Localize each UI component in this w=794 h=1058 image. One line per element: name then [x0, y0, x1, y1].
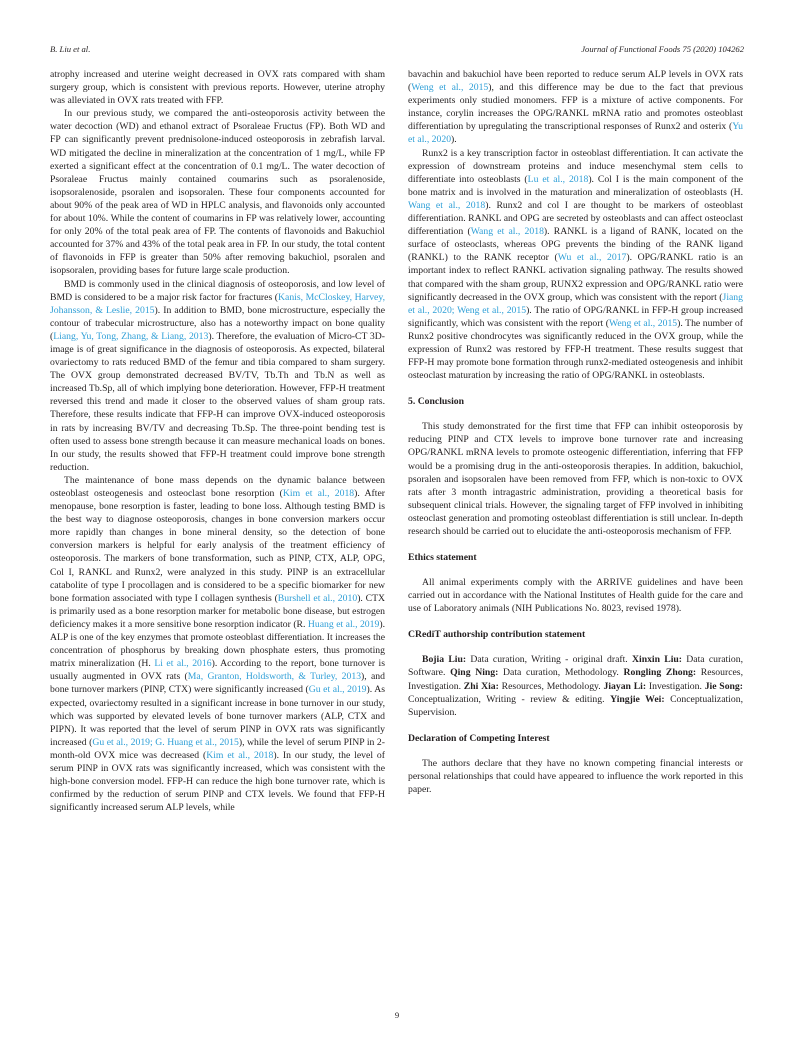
- text-run: ). ALP is one of the key enzymes that promote osteoblast differentiation. It increases the concentration of phosphorus by breaking down phosphate esters, thus promoting matrix mineralization (H.: [50, 618, 385, 670]
- paragraph: [408, 68, 743, 147]
- citation-link[interactable]: Huang et al., 2019: [307, 618, 380, 630]
- author-name: Yingjie Wei:: [610, 693, 665, 705]
- text-run: BMD is commonly used in the clinical diagnosis of osteoporosis, and low level of BMD is considered to be a major risk factor for fractures (: [50, 278, 385, 303]
- author-role: Conceptualization, Supervision.: [408, 693, 743, 718]
- citation-link[interactable]: Li et al., 2016: [154, 658, 212, 670]
- text-run: ). After menopause, bone resorption is faster, leading to bone loss. Although testing BMD is the best way to diagnose osteoporosis, changes in bone conversion markers occur more rapidly than changes in bone mineral density, so the detection of bone conversion markers is helpful for early analysis of the treatment efficiency of osteoporosis. The markers of bone transformation, such as PINP, CTX, ALP, OPG, Col I, RANKL and Runx2, were analyzed in this study. PINP is an extracellular catabolite of type I procollagen and is considered to be a specific biomarker for new bone formation associated with type I collagen synthesis (: [50, 488, 385, 604]
- citation-link[interactable]: Kim et al., 2018: [282, 488, 355, 499]
- text-run: ). Therefore, the evaluation of Micro-CT 3D-image is of great significance in the diagnosis of osteoporosis. As expected, bilateral ovariectomy to rats reduced BMD of the femur and tibia compared to sham surgery. The OVX group demonstrated decreased BV/TV, Tb.Th and Tb.N as well as increased Tb.Sp, all of which implying bone deterioration. However, FFP-H treatment reversed this trend and made it closer to the observed values of sham group rats. Therefore, these results indicate that FFP-H can improve OVX-induced osteoporosis in rats by increasing BV/TV and decreasing Tb.Sp. The three-point bending test is often used to assess bone strength because it can measure mechanical loads on bones. In our study, the results showed that FFP-H treatment could improve bone strength reduction.: [50, 330, 385, 473]
- citation-link[interactable]: Kanis, McCloskey, Harvey, Johansson, & Leslie, 2015: [50, 291, 385, 316]
- author-name: Rongling Zhong:: [623, 667, 697, 679]
- citation-link[interactable]: Jiang et al., 2020; Weng et al., 2015: [408, 291, 743, 316]
- paragraph: In our previous study, we compared the anti-osteoporosis activity between the water decoction (WD) and ethanol extract of Psoraleae Fructus (FP). Both WD and FP can significantly prevent prednisolone-induced osteoporosis in zebrafish larval. WD mitigated the decline in mineralization at the concentration of 1 mg/L, while FP exerted a significant effect at the concentration of 0.1 mg/L. The water decoction of Psoraleae Fructus mainly contained coumarins such as psoralenoside, isopsoralenoside, psoralen and isopsoralen. These four components accounted for about 90% of the peak area of WD in HPLC analysis, and flavonoids only accounted for about 10%. While the content of coumarins in FP was relatively lower, accounting for only 20% of the total peak area of FP. The contents of flavonoids and Bakuchiol accounted for 37% and 43% of the total peak area in FP. In our study, the total content of flavonoids in FFP is greater than 50% after removing bakuchiol, psoralen and isopsoralen, providing bases for future large scale production.: [50, 108, 385, 277]
- section-heading-competing-interest: Declaration of Competing Interest: [408, 732, 550, 744]
- text-run: ). According to the report, bone turnover is usually augmented in OVX rats (: [50, 658, 385, 683]
- left-column: [50, 68, 385, 814]
- text-run: ). Runx2 and col I are thought to be markers of osteoblast differentiation. RANKL and OPG are secreted by osteoblasts and can affect osteoclast differentiation (: [408, 199, 744, 238]
- paragraph: atrophy increased and uterine weight decreased in OVX rats compared with sham surgery group, which is consistent with previous reports. However, uterine atrophy was alleviated in OVX rats treated with FFP.: [50, 69, 385, 107]
- citation-link[interactable]: Yu et al., 2020: [408, 121, 743, 146]
- section-heading-credit: CRediT authorship contribution statement: [408, 629, 586, 641]
- header-journal: Journal of Functional Foods 75 (2020) 104262: [581, 44, 744, 54]
- paragraph: The authors declare that they have no known competing financial interests or personal relationships that could have appeared to influence the work reported in this paper.: [408, 757, 743, 796]
- author-role: Resources, Methodology.: [498, 680, 604, 692]
- paragraph: [50, 278, 385, 474]
- right-column: [408, 68, 743, 796]
- text-run: ).: [451, 134, 457, 146]
- citation-link[interactable]: Wang et al., 2018: [408, 199, 486, 211]
- author-role: Data curation, Software.: [408, 654, 743, 679]
- paragraph: [50, 474, 385, 814]
- citation-link[interactable]: Wang et al., 2018: [470, 226, 544, 238]
- text-run: bavachin and bakuchiol have been reported to reduce serum ALP levels in OVX rats (: [408, 69, 743, 94]
- section-heading-conclusion: 5. Conclusion: [408, 396, 464, 408]
- citation-link[interactable]: Lu et al., 2018: [527, 173, 589, 185]
- paragraph: This study demonstrated for the first time that FFP can inhibit osteoporosis by reducing PINP and CTX levels to improve bone turnover rate and increasing OPG/RANKL mRNA levels to promote osteogenic differentiation, inferring that FFP would be a promising drug in the anti-osteoporosis therapies. In addition, bakuchiol, psoralen and isopsoralen have been removed from FFP, which is non-toxic to OVX rats after 3 month intragastric administration, providing a theoretical basis for subsequent clinical trials. However, the signaling target of FFP involved in inhibiting osteoclast generation and promoting osteoblast differentiation is still unclear. In-depth research should be carried out to elucidate the anti-osteoporosis mechanism of FFP.: [408, 421, 743, 537]
- text-run: The maintenance of bone mass depends on the dynamic balance between osteoblast osteogenesis and osteoclast bone resorption (: [50, 474, 385, 499]
- author-role: Data curation, Methodology.: [498, 667, 624, 679]
- paragraph: [408, 147, 743, 383]
- text-run: ), and bone turnover markers (PINP, CTX) were significantly increased (: [50, 671, 385, 696]
- text-run: ). OPG/RANKL ratio is an important index to reflect RANKL activation signaling pathway. The results showed that compared with the sham group, RUNX2 expression and OPG/RANKL ratio were significantly decreased in the OVX group, which was consistent with the report (: [408, 252, 743, 303]
- text-run: ), while the level of serum PINP in 2-month-old OVX mice was decreased (: [50, 736, 385, 761]
- citation-link[interactable]: Burshell et al., 2010: [277, 592, 358, 604]
- text-run: ). The number of Runx2 positive chondrocytes was significantly reduced in the OVX group, while the expression of Runx2 was restored by FFP-H treatment. These results suggest that FFP-H may promote bone formation through runx2-mediated osteogenesis and inhibit osteoclast maturation by increasing the ratio of OPG/RANKL in osteoblasts.: [408, 317, 743, 382]
- running-header: [50, 44, 744, 56]
- author-name: Zhi Xia:: [463, 680, 499, 692]
- header-authors: B. Liu et al.: [50, 44, 91, 54]
- citation-link[interactable]: Liang, Yu, Tong, Zhang, & Liang, 2013: [53, 330, 209, 342]
- citation-link[interactable]: Ma, Granton, Holdsworth, & Turley, 2013: [187, 671, 362, 683]
- page-number: 9: [394, 1010, 400, 1020]
- author-name: Xinxin Liu:: [632, 654, 683, 666]
- author-role: Investigation.: [646, 680, 705, 692]
- author-name: Qing Ning:: [450, 667, 499, 679]
- author-role: Data curation, Writing - original draft.: [466, 654, 632, 666]
- author-name: Bojia Liu:: [422, 654, 467, 666]
- text-run: ). Col I is the main component of the bone matrix and is involved in the maturation and mineralization of osteoblasts (H.: [408, 173, 743, 198]
- author-role: Resources, Investigation.: [408, 667, 743, 692]
- citation-link[interactable]: Weng et al., 2015: [411, 82, 489, 94]
- citation-link[interactable]: Kim et al., 2018: [206, 749, 274, 761]
- section-heading-ethics: Ethics statement: [408, 552, 477, 564]
- text-run: ). The ratio of OPG/RANKL in FFP-H group increased significantly, which was consistent with the report (: [408, 304, 744, 329]
- author-name: Jie Song:: [704, 680, 743, 692]
- text-run: ), and this difference may be due to the fact that previous experiments only studied monomers. FFP is a mixture of active components. For instance, corylin increases the OPG/RANKL mRNA ratio and promotes osteoblast differentiation by upregulating the transcriptional responses of Runx2 and osterix (: [408, 82, 743, 133]
- author-role: Conceptualization, Writing - review & editing.: [408, 693, 611, 705]
- text-run: Runx2 is a key transcription factor in osteoblast differentiation. It can activate the expression of downstream proteins and induce mesenchymal stem cells to differentiate into osteoblasts (: [408, 147, 743, 185]
- text-run: ). CTX is primarily used as a bone resorption marker for metabolic bone disease, but estrogen deficiency makes it a more sensitive bone resorption indicator (R.: [50, 592, 385, 630]
- citation-link[interactable]: Wu et al., 2017: [557, 252, 627, 264]
- citation-link[interactable]: Gu et al., 2019: [308, 684, 367, 696]
- credit-paragraph: [408, 653, 743, 718]
- text-run: ). In our study, the level of serum PINP in OVX rats was significantly increased, which was consistent with the high-bone conversion model. FFP-H can reduce the high bone turnover rate, which is confirmed by the reduction of serum PINP and CTX levels. We found that FFP-H significantly increased serum ALP levels, while: [50, 749, 385, 814]
- paragraph: All animal experiments comply with the ARRIVE guidelines and have been carried out in accordance with the National Institutes of Health guide for the care and use of Laboratory animals (NIH Publications No. 8023, revised 1978).: [408, 577, 743, 615]
- text-run: ). RANKL is a ligand of RANK, located on the surface of osteoclasts, whereas OPG prevents the binding of the RANK ligand (RANKL) to the RANK receptor (: [408, 226, 743, 264]
- citation-link[interactable]: Gu et al., 2019; G. Huang et al., 2015: [92, 736, 239, 748]
- text-run: ). In addition to BMD, bone microstructure, especially the contour of trabecular microstructure, also has a noteworthy impact on bone quality (: [50, 304, 385, 342]
- author-name: Jiayan Li:: [603, 680, 647, 692]
- text-run: ). As expected, ovariectomy resulted in a significant increase in bone turnover in our study, which was supported by elevated levels of bone turnover markers (ALP, CTX and PIPN). It was reported that the level of serum PINP in OVX rats was significantly increased (: [50, 684, 385, 748]
- citation-link[interactable]: Weng et al., 2015: [608, 317, 678, 329]
